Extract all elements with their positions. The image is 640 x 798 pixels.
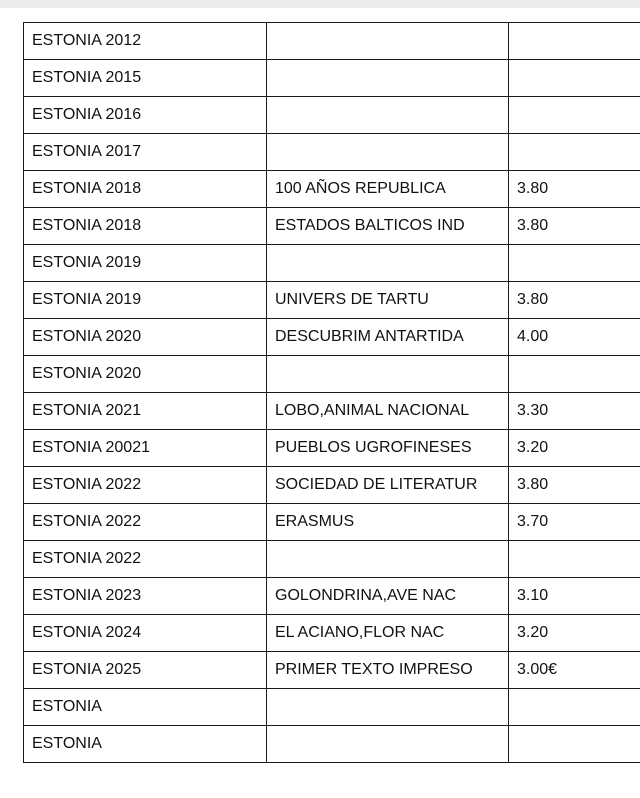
cell-issue-name [267,23,509,60]
table-row [24,541,640,578]
table-row [24,356,640,393]
cell-issue-name: EL ACIANO,FLOR NAC [267,615,509,652]
table-row [24,467,640,504]
table-row [24,652,640,689]
cell-price: 3.80 [509,467,640,504]
cell-issue-name: 100 AÑOS REPUBLICA [267,171,509,208]
table-row [24,23,640,60]
cell-country-year: ESTONIA 2016 [24,97,267,134]
cell-price: 3.20 [509,430,640,467]
cell-country-year: ESTONIA 2015 [24,60,267,97]
cell-country-year: ESTONIA [24,689,267,726]
cell-price [509,97,640,134]
cell-country-year: ESTONIA 2019 [24,282,267,319]
cell-issue-name [267,97,509,134]
cell-issue-name [267,541,509,578]
cell-issue-name [267,726,509,763]
cell-issue-name: UNIVERS DE TARTU [267,282,509,319]
cell-country-year: ESTONIA 2025 [24,652,267,689]
cell-price: 3.10 [509,578,640,615]
cell-price: 3.70 [509,504,640,541]
cell-price: 4.00 [509,319,640,356]
cell-issue-name: SOCIEDAD DE LITERATUR [267,467,509,504]
cell-country-year: ESTONIA 2022 [24,541,267,578]
table-row [24,689,640,726]
table-row [24,60,640,97]
cell-price [509,134,640,171]
table-row [24,393,640,430]
cell-issue-name: ESTADOS BALTICOS IND [267,208,509,245]
cell-price [509,23,640,60]
table-row [24,208,640,245]
cell-price [509,60,640,97]
stamp-list-table [23,22,640,763]
table-row [24,726,640,763]
table-row [24,504,640,541]
cell-issue-name: PUEBLOS UGROFINESES [267,430,509,467]
cell-price: 3.00€ [509,652,640,689]
table-row [24,134,640,171]
cell-price [509,356,640,393]
cell-issue-name [267,689,509,726]
cell-price: 3.80 [509,282,640,319]
table-body [24,23,640,763]
cell-country-year: ESTONIA 2022 [24,467,267,504]
cell-country-year: ESTONIA 2022 [24,504,267,541]
cell-price [509,726,640,763]
cell-price: 3.30 [509,393,640,430]
cell-issue-name: LOBO,ANIMAL NACIONAL [267,393,509,430]
cell-country-year: ESTONIA 20021 [24,430,267,467]
cell-issue-name [267,60,509,97]
cell-issue-name [267,245,509,282]
table-row [24,282,640,319]
page-bottom-margin [0,790,640,798]
cell-country-year: ESTONIA 2012 [24,23,267,60]
cell-issue-name: DESCUBRIM ANTARTIDA [267,319,509,356]
cell-country-year: ESTONIA 2020 [24,356,267,393]
cell-price [509,689,640,726]
cell-country-year: ESTONIA 2023 [24,578,267,615]
cell-price [509,245,640,282]
table-row [24,578,640,615]
table-row [24,615,640,652]
cell-country-year: ESTONIA 2018 [24,171,267,208]
cell-country-year: ESTONIA 2024 [24,615,267,652]
table-row [24,245,640,282]
cell-country-year: ESTONIA [24,726,267,763]
cell-country-year: ESTONIA 2020 [24,319,267,356]
table-row [24,171,640,208]
cell-country-year: ESTONIA 2018 [24,208,267,245]
table-row [24,430,640,467]
cell-country-year: ESTONIA 2021 [24,393,267,430]
cell-issue-name: ERASMUS [267,504,509,541]
cell-price: 3.80 [509,171,640,208]
cell-country-year: ESTONIA 2017 [24,134,267,171]
table-row [24,97,640,134]
cell-price: 3.20 [509,615,640,652]
cell-country-year: ESTONIA 2019 [24,245,267,282]
cell-issue-name: PRIMER TEXTO IMPRESO [267,652,509,689]
cell-issue-name [267,356,509,393]
cell-issue-name: GOLONDRINA,AVE NAC [267,578,509,615]
cell-issue-name [267,134,509,171]
cell-price [509,541,640,578]
cell-price: 3.80 [509,208,640,245]
table-row [24,319,640,356]
